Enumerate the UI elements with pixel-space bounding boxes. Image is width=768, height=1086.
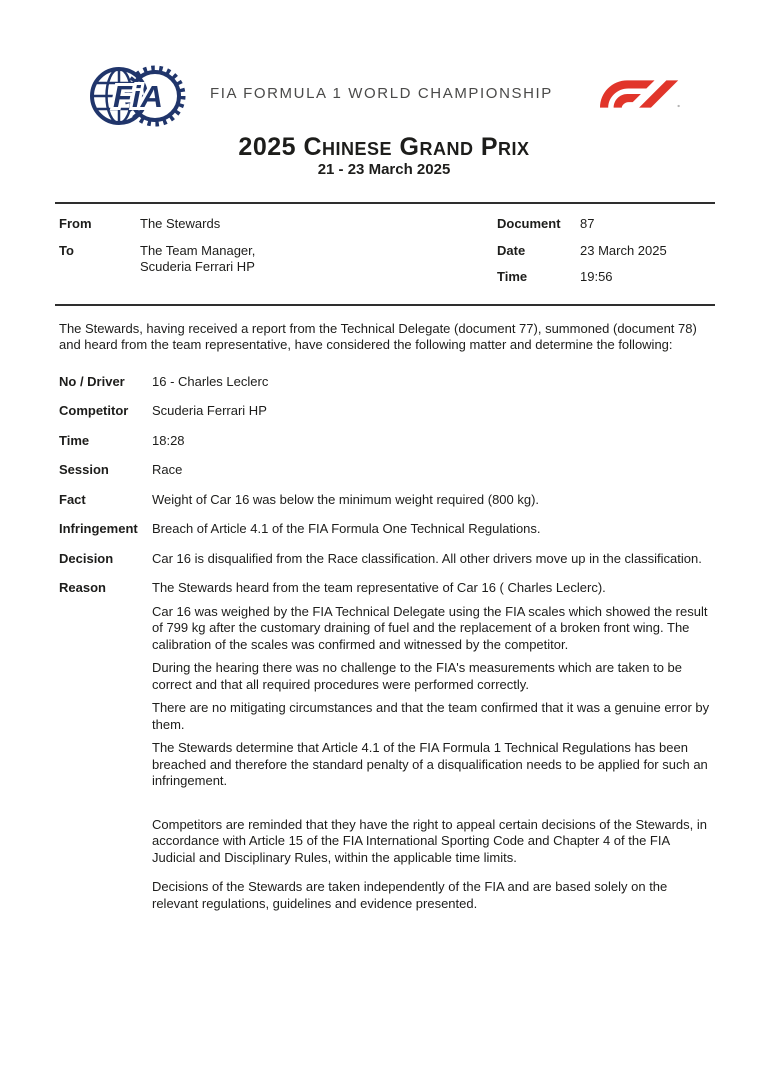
document-value: 87 [580,216,595,231]
date-row [497,243,710,260]
document-label: Document [497,216,561,231]
reason-paragraph: During the hearing there was no challenge to the FIA's measurements which are taken to be correct and that all required procedures were performed correctly. [152,660,683,692]
time-value: 19:56 [580,269,613,284]
reason-section [59,580,710,919]
session-label: Session [59,462,109,477]
to-value [140,243,497,276]
time-label: Time [497,269,528,284]
date-value: 23 March 2025 [580,242,667,258]
to-label: To [59,242,74,258]
fact-value: Weight of Car 16 was below the minimum weight required (800 kg). [152,491,540,507]
trademark-dot [677,105,679,107]
meta-recipients [59,216,497,296]
reason-body [152,580,710,919]
time-row [497,269,710,286]
decision-label: Decision [59,550,114,566]
detail-row-time [59,433,710,450]
detail-row-session [59,462,710,479]
meta-section [0,204,768,296]
to-value-line2: Scuderia Ferrari HP [140,259,255,274]
championship-title: FIA FORMULA 1 WORLD CHAMPIONSHIP [210,85,553,102]
detail-row-fact [59,492,710,509]
competitor-label: Competitor [59,403,129,418]
event-title: 2025 Chinese Grand Prix [238,133,530,161]
detail-row-infringement [59,521,710,538]
from-label: From [59,216,92,231]
infringement-label: Infringement [59,521,138,536]
reason-label: Reason [59,580,106,595]
reason-paragraph: The Stewards determine that Article 4.1 of the FIA Formula 1 Technical Regulations has been breached and therefore the standard penalty of a disqualification needs to be applied for such an infringement. [152,740,708,788]
decision-value: Car 16 is disqualified from the Race classification. All other drivers move up in the classification. [152,550,702,566]
detail-row-competitor [59,403,710,420]
detail-row-decision [59,551,710,568]
divider-bottom [55,304,715,306]
session-time-value: 18:28 [152,432,185,448]
from-row [59,216,497,233]
appeal-notice: Competitors are reminded that they have the right to appeal certain decisions of the Stewards, in accordance with Article 15 of the FIA International Sporting Code and Chapter 4 of the FIA Judicial and Disciplinary Rules, within the applicable time limits. [152,816,707,865]
infringement-value: Breach of Article 4.1 of the FIA Formula One Technical Regulations. [152,521,541,536]
meta-document-info [497,216,710,296]
document-row [497,216,710,233]
date-label: Date [497,242,526,258]
from-value: The Stewards [140,216,221,231]
fia-logo [90,64,187,128]
document-header [0,0,768,130]
details-table [59,374,710,920]
to-value-line1: The Team Manager, [140,242,256,258]
to-row [59,243,497,276]
event-dates: 21 - 23 March 2025 [317,161,451,178]
intro-paragraph: The Stewards, having received a report from the Technical Delegate (document 77), summoned (document 78) and heard from the team representative, have considered the following matter and determine the following: [59,320,697,352]
independence-notice: Decisions of the Stewards are taken independently of the FIA and are based solely on the relevant regulations, guidelines and evidence presented. [152,879,668,911]
session-value: Race [152,462,183,477]
no-driver-value: 16 - Charles Leclerc [152,373,269,389]
detail-row-no-driver [59,374,710,391]
fact-label: Fact [59,491,86,507]
f1-logo [600,79,680,109]
fia-logo-text: FiA [113,79,163,114]
reason-paragraph: The Stewards heard from the team representative of Car 16 ( Charles Leclerc). [152,580,606,595]
reason-paragraph: There are no mitigating circumstances and that the team confirmed that it was a genuine error by them. [152,700,710,732]
reason-paragraph: Car 16 was weighed by the FIA Technical Delegate using the FIA scales which showed the result of 799 kg after the customary draining of fuel and the replacement of a broken front wing. The calibration of the scales was confirmed and witnessed by the competitor. [152,603,708,652]
no-driver-label: No / Driver [59,373,125,389]
competitor-value: Scuderia Ferrari HP [152,403,267,418]
session-time-label: Time [59,432,90,448]
